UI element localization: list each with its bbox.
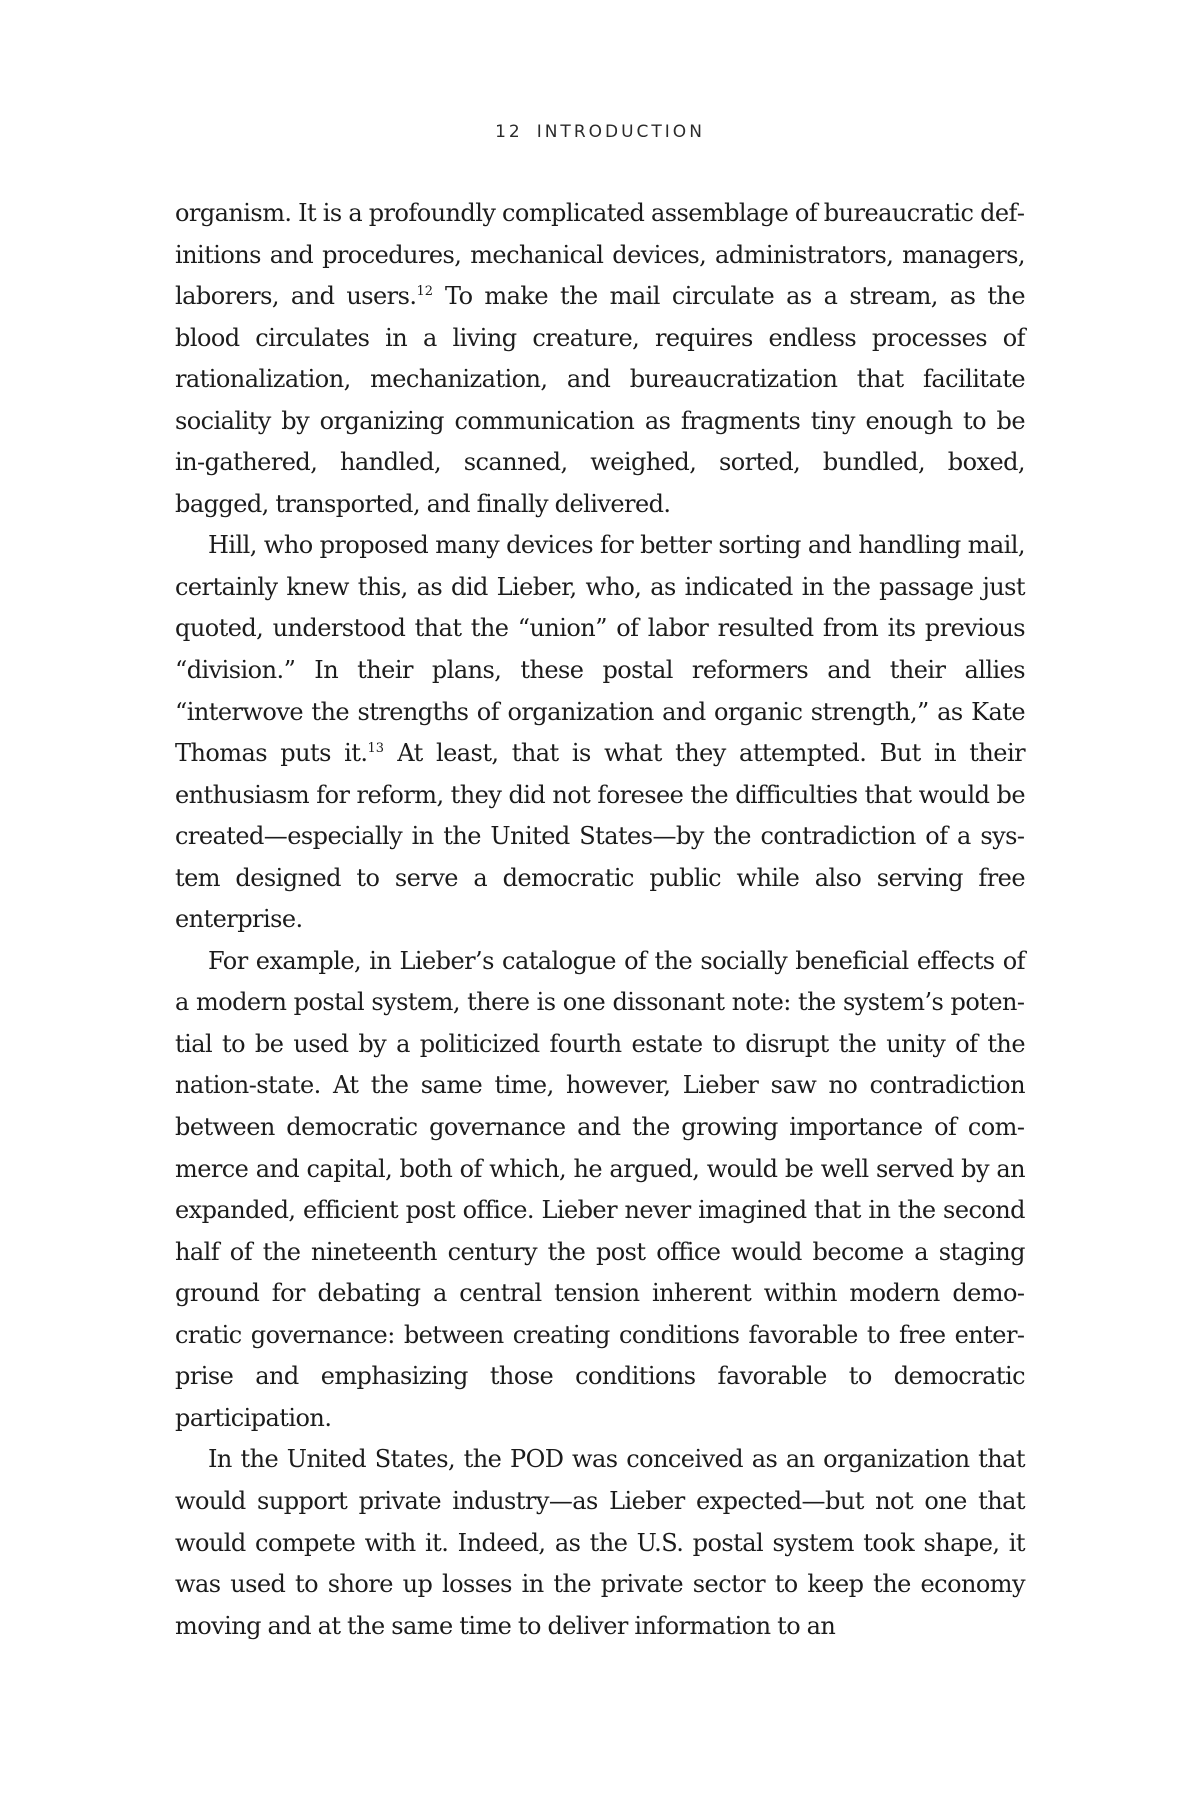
running-head xyxy=(0,122,1200,142)
text-run: For example, in Lieber’s catalogue of the socially beneficial effects of a modern postal system, there is one dissonant note: the system’s potential to be used by a politicized fourth estate to disrupt the unity of the nation-state. At the same time, however, Lieber saw no contradiction between democratic governance and the growing importance of commerce and capital, both of which, he argued, would be well served by an expanded, efficient post office. Lieber never imagined that in the second half of the nineteenth century the post office would become a staging ground for debating a central tension inherent within modern democratic governance: between creating conditions favorable to free enterprise and emphasizing those conditions favorable to democratic participation. xyxy=(175,946,1025,1432)
running-head-title: INTRODUCTION xyxy=(536,122,705,142)
paragraph-3 xyxy=(175,941,1025,1440)
text-run: To make the mail circulate as a stream, as the blood circulates in a living creature, requires endless processes of rationalization, mechanization, and bureaucratization that facilitate sociality by organizing communication as fragments tiny enough to be in-gathered, handled, scanned, weighed, sorted, bundled, boxed, bagged, transported, and finally delivered. xyxy=(175,282,1025,518)
footnote-marker: 13 xyxy=(367,741,384,757)
text-run: Hill, who proposed many devices for better sorting and handling mail, certainly knew this, as did Lieber, who, as indicated in the passage just quoted, understood that the “union” of labor resulted from its previous “division.” In their plans, these postal reformers and their allies “interwove the strengths of organization and organic strength,” as Kate Thomas puts it. xyxy=(175,531,1025,768)
footnote-marker: 12 xyxy=(416,284,433,300)
page-number: 12 xyxy=(495,122,523,142)
text-run: organism. It is a profoundly complicated assemblage of bureaucratic definitions and procedures, mechanical devices, administrators, managers, laborers, and users. xyxy=(175,199,1025,311)
text-run: In the United States, the POD was conceived as an organization that would support private industry—as Lieber expected—but not one that would compete with it. Indeed, as the U.S. postal system took shape, it was used to shore up losses in the private sector to keep the economy moving and at the same time to deliver information to an xyxy=(175,1445,1025,1640)
text-run: At least, that is what they attempted. But in their enthusiasm for reform, they did not foresee the difficulties that would be created—especially in the United States—by the contradiction of a system designed to serve a democratic public while also serving free enterprise. xyxy=(175,739,1025,934)
paragraph-1 xyxy=(175,193,1025,525)
paragraph-2 xyxy=(175,525,1025,940)
body-text xyxy=(175,193,1025,1647)
paragraph-4 xyxy=(175,1439,1025,1647)
